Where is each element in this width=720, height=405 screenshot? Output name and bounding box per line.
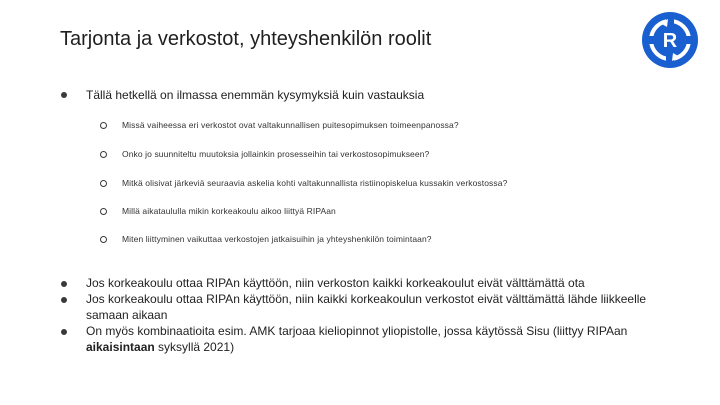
intro-bullet-text: Tällä hetkellä on ilmassa enemmän kysymyksiä kuin vastauksia xyxy=(86,88,425,102)
bottom-bullet-3 xyxy=(86,324,686,355)
bottom-bullet-2: Jos korkeakoulu ottaa RIPAn käyttöön, niin kaikki korkeakoulun verkostot eivät välttämättä lähde liikkeelle samaan aikaan xyxy=(86,292,647,322)
bullet-dot xyxy=(61,92,67,98)
bottom-bullet-1: Jos korkeakoulu ottaa RIPAn käyttöön, niin verkoston kaikki korkeakoulut eivät välttämättä ota xyxy=(86,276,585,290)
logo-letter: R xyxy=(662,30,678,52)
bullet-dot xyxy=(61,329,67,335)
bottom-bullet-3-pre: On myös kombinaatioita esim. AMK tarjoaa kieliopinnot yliopistolle, jossa käytössä Sisu (liittyy RIPAan xyxy=(86,324,628,338)
bottom-bullet-3-post: syksyllä 2021) xyxy=(154,339,235,354)
bullet-dot xyxy=(61,297,67,303)
question-4: Millä aikataululla mikin korkeakoulu aikoo liittyä RIPAan xyxy=(122,206,336,216)
ripa-r-logo-icon xyxy=(640,10,700,70)
sub-bullet-ring xyxy=(100,180,107,187)
sub-bullet-ring xyxy=(100,122,107,129)
question-2: Onko jo suunniteltu muutoksia jollainkin prosesseihin tai verkostosopimukseen? xyxy=(122,149,430,159)
sub-bullet-ring xyxy=(100,208,107,215)
sub-bullet-ring xyxy=(100,236,107,243)
question-1: Missä vaiheessa eri verkostot ovat valtakunnallisen puitesopimuksen toimeenpanossa? xyxy=(122,120,459,130)
sub-bullet-ring xyxy=(100,151,107,158)
question-5: Miten liittyminen vaikuttaa verkostojen jatkaisuihin ja yhteyshenkilön toimintaan? xyxy=(122,234,432,244)
bottom-bullet-3-bold: aikaisintaan xyxy=(86,339,155,354)
question-3: Mitkä olisivat järkeviä seuraavia askelia kohti valtakunnallista ristiinopiskelua kussakin verkostossa? xyxy=(122,178,508,188)
page-title: Tarjonta ja verkostot, yhteyshenkilön roolit xyxy=(60,28,432,50)
bullet-dot xyxy=(61,281,67,287)
